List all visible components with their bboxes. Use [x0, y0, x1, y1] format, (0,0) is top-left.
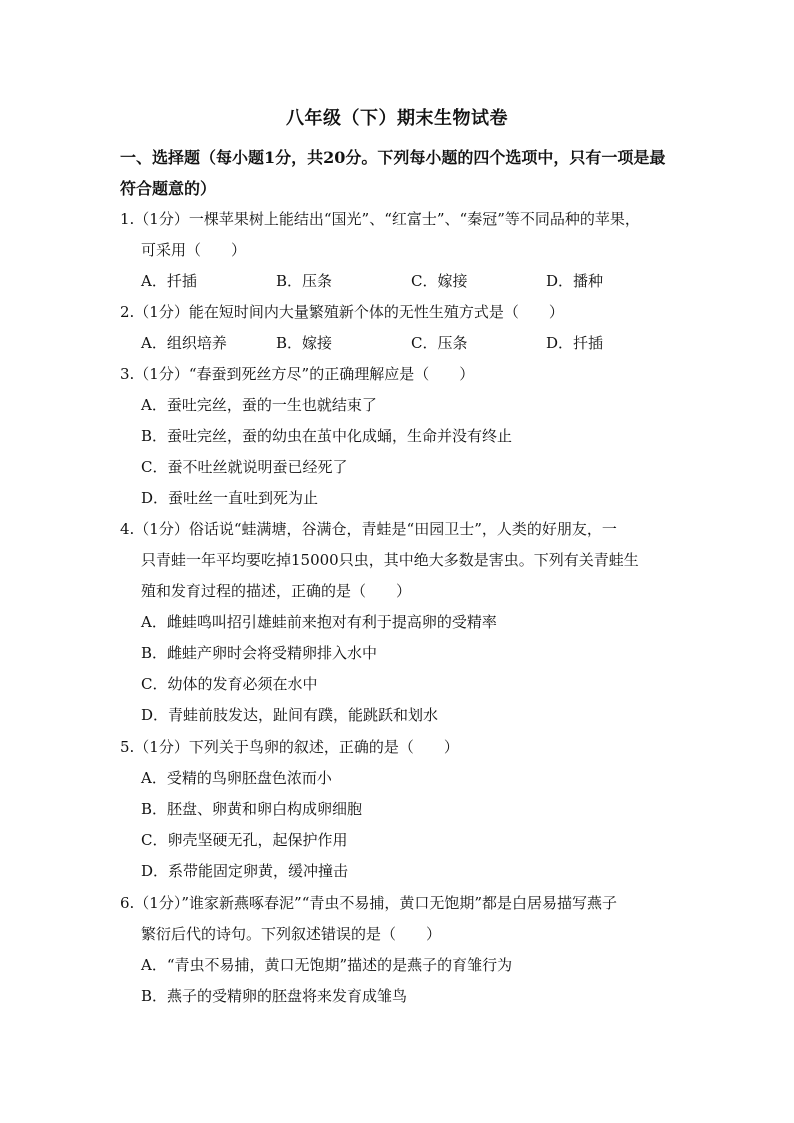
question-6-stem-line1: 6.（1分）”谁家新燕啄春泥”“青虫不易捕，黄口无饱期”都是白居易描写燕子: [120, 894, 618, 912]
question-4-option-c[interactable]: C．幼体的发育必须在水中: [141, 675, 318, 693]
question-5-option-a[interactable]: A．受精的鸟卵胚盘色浓而小: [141, 769, 332, 787]
question-4-option-a[interactable]: A．雌蛙鸣叫招引雄蛙前来抱对有利于提高卵的受精率: [141, 613, 497, 631]
question-6: [120, 888, 680, 950]
question-6-option-b[interactable]: B．燕子的受精卵的胚盘将来发育成雏鸟: [141, 987, 408, 1005]
question-6-option-a[interactable]: A．“青虫不易捕，黄口无饱期”描述的是燕子的育雏行为: [141, 956, 513, 974]
option-c[interactable]: C．嫁接: [411, 272, 468, 290]
question-1-options: [141, 266, 681, 297]
option-a[interactable]: A．扦插: [141, 272, 197, 290]
option-d[interactable]: D．播种: [546, 272, 604, 290]
question-3-option-a[interactable]: A．蚕吐完丝，蚕的一生也就结束了: [141, 396, 377, 414]
question-4-option-d[interactable]: D．青蛙前肢发达，趾间有蹼，能跳跃和划水: [141, 706, 439, 724]
question-4-stem-line2: 只青蛙一年平均要吃掉15000只虫，其中绝大多数是害虫。下列有关青蛙生: [141, 551, 639, 569]
question-5-option-c[interactable]: C．卵壳坚硬无孔，起保护作用: [141, 831, 348, 849]
question-5-stem-line1: 5.（1分）下列关于鸟卵的叙述，正确的是（ ）: [120, 738, 459, 756]
question-3-stem-line1: 3.（1分）“春蚕到死丝方尽”的正确理解应是（ ）: [120, 365, 475, 383]
question-5: [120, 732, 680, 763]
question-1-stem-line2: 可采用（ ）: [141, 241, 247, 259]
question-2-options: [141, 328, 681, 359]
question-4-stem-line1: 4.（1分）俗话说“蛙满塘，谷满仓，青蛙是“田园卫士”，人类的好朋友，一: [120, 520, 617, 538]
question-4: [120, 514, 680, 607]
question-3-option-b[interactable]: B．蚕吐完丝，蚕的幼虫在茧中化成蛹，生命并没有终止: [141, 427, 513, 445]
question-5-option-b[interactable]: B．胚盘、卵黄和卵白构成卵细胞: [141, 800, 363, 818]
page-title: 八年级（下）期末生物试卷: [286, 108, 508, 129]
question-5-option-d[interactable]: D．系带能固定卵黄，缓冲撞击: [141, 862, 349, 880]
question-3-option-c[interactable]: C．蚕不吐丝就说明蚕已经死了: [141, 458, 348, 476]
section-heading-line1: 一、选择题（每小题1分，共20分。下列每小题的四个选项中，只有一项是最: [120, 148, 666, 167]
question-3-option-d[interactable]: D．蚕吐丝一直吐到死为止: [141, 489, 319, 507]
question-2-stem-line1: 2.（1分）能在短时间内大量繁殖新个体的无性生殖方式是（ ）: [120, 303, 564, 321]
section-heading: [120, 142, 680, 204]
question-6-stem-line2: 繁衍后代的诗句。下列叙述错误的是（ ）: [141, 925, 442, 943]
section-heading-line2: 符合题意的）: [120, 179, 217, 198]
option-a[interactable]: A．组织培养: [141, 334, 227, 352]
option-d[interactable]: D．扦插: [546, 334, 604, 352]
question-1: [120, 204, 680, 266]
option-b[interactable]: B．嫁接: [276, 334, 333, 352]
question-1-stem-line1: 1.（1分）一棵苹果树上能结出“国光”、“红富士”、“秦冠”等不同品种的苹果，: [120, 210, 640, 228]
option-c[interactable]: C．压条: [411, 334, 468, 352]
question-3: [120, 359, 680, 390]
question-2: [120, 297, 680, 328]
question-4-option-b[interactable]: B．雌蛙产卵时会将受精卵排入水中: [141, 644, 378, 662]
question-4-stem-line3: 殖和发育过程的描述，正确的是（ ）: [141, 582, 412, 600]
option-b[interactable]: B．压条: [276, 272, 333, 290]
